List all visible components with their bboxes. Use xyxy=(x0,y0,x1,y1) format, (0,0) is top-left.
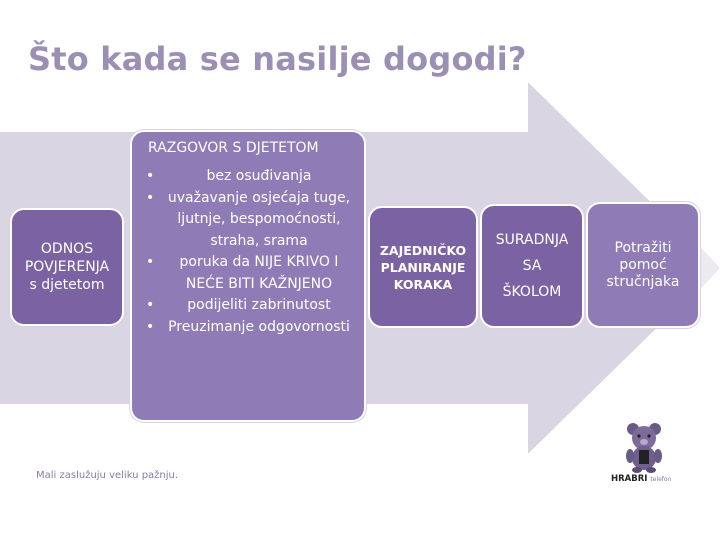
razgovor-item: • podijeliti zabrinutost xyxy=(146,295,358,317)
box-potraziti-pomoc xyxy=(586,202,700,328)
razgovor-list xyxy=(146,166,358,338)
odnos-line-3: s djetetom xyxy=(29,277,105,293)
odnos-line-1: ODNOS xyxy=(40,241,94,257)
razgovor-item: • poruka da NIJE KRIVO I NEĆE BITI KAŽNJENO xyxy=(146,252,358,295)
box-razgovor xyxy=(130,130,366,422)
odnos-line-2: POVJERENJA xyxy=(24,259,110,275)
suradnja-line-2: SA xyxy=(522,258,542,274)
razgovor-item: • bez osuđivanja xyxy=(146,166,358,188)
box-suradnja-sa-skolom xyxy=(480,204,584,328)
razgovor-item: • uvažavanje osjećaja tuge, ljutnje, bespomoćnosti, straha, srama xyxy=(146,188,358,253)
logo-brand xyxy=(611,474,671,484)
zajednicko-line-2: PLANIRANJE xyxy=(380,259,466,275)
suradnja-line-1: SURADNJA xyxy=(495,232,569,248)
suradnja-line-3: ŠKOLOM xyxy=(502,284,562,300)
potraziti-line-3: stručnjaka xyxy=(606,273,680,290)
box-zajednicko-planiranje xyxy=(368,206,478,328)
logo-brand-name: HRABRI xyxy=(611,474,648,484)
potraziti-line-2: pomoć xyxy=(619,256,667,273)
footer-slogan: Mali zaslužuju veliku pažnju. xyxy=(36,470,179,481)
zajednicko-line-1: ZAJEDNIČKO xyxy=(379,242,467,258)
razgovor-header: RAZGOVOR S DJETETOM xyxy=(148,140,319,156)
logo-brand-sub: telefon xyxy=(650,476,672,483)
box-odnos-povjerenja xyxy=(10,208,124,326)
razgovor-item: • Preuzimanje odgovornosti xyxy=(146,317,358,339)
page-title: Što kada se nasilje dogodi? xyxy=(28,40,527,78)
potraziti-line-1: Potražiti xyxy=(614,239,672,256)
zajednicko-line-3: KORAKA xyxy=(393,276,453,292)
